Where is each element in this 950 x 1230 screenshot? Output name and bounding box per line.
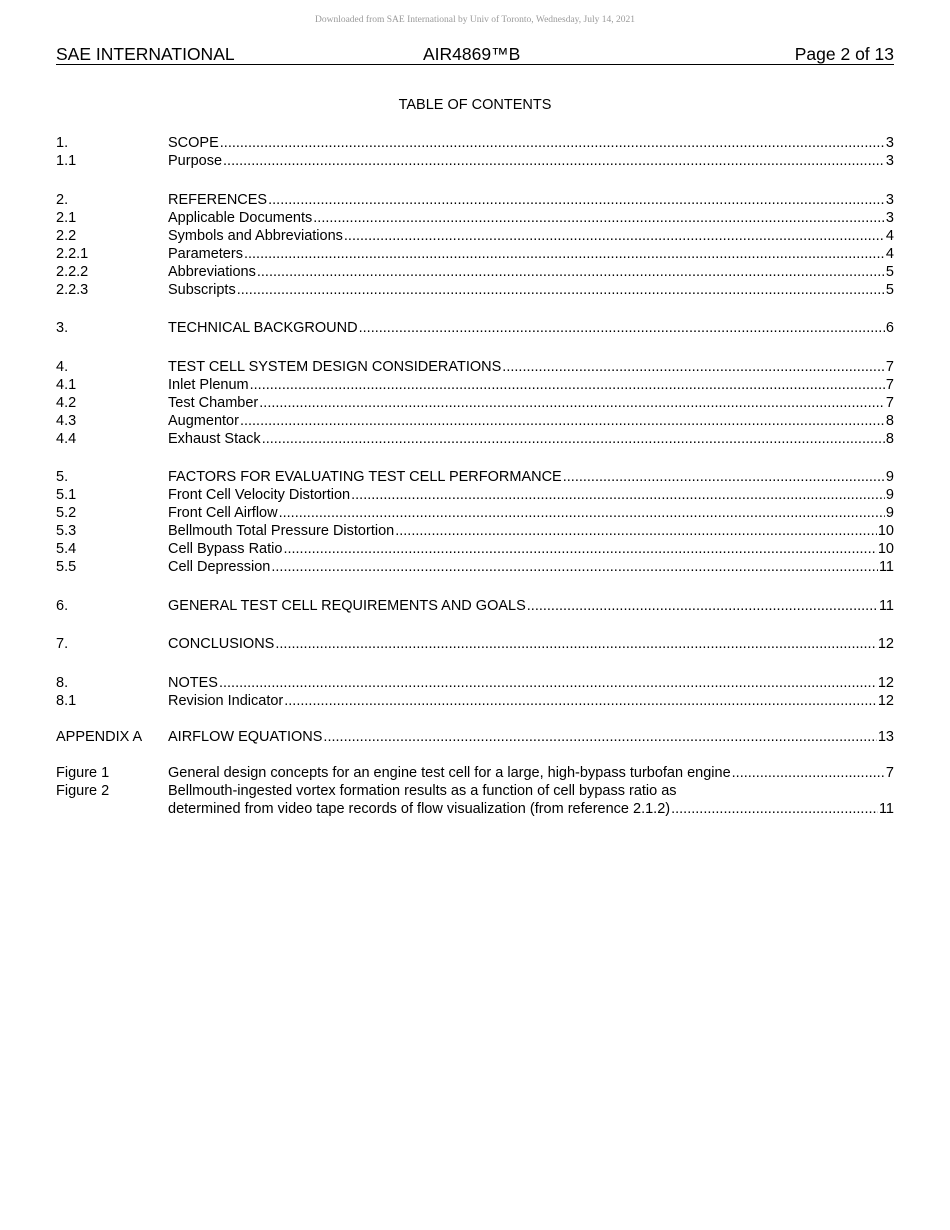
toc-entry[interactable]	[56, 430, 894, 448]
toc-entry-page: 4	[885, 246, 894, 262]
toc-group-spacer	[56, 337, 894, 358]
toc-dot-leader	[323, 728, 876, 746]
toc-dot-leader	[351, 486, 885, 504]
header-page-number: Page 2 of 13	[794, 44, 894, 64]
toc-dot-leader	[259, 394, 885, 412]
toc-entry[interactable]	[56, 319, 894, 337]
toc-entry[interactable]	[56, 394, 894, 412]
header-org: SAE INTERNATIONAL	[56, 44, 235, 64]
toc-entry-page: 12	[877, 675, 894, 691]
toc-entry-title: Cell Depression	[168, 559, 271, 575]
toc-group-spacer	[56, 746, 894, 764]
toc-entry[interactable]	[56, 522, 894, 540]
toc-entry-page: 8	[885, 431, 894, 447]
toc-entry-title: Inlet Plenum	[168, 377, 249, 393]
toc-entry[interactable]	[56, 263, 894, 281]
toc-entry-page: 5	[885, 282, 894, 298]
toc-entry-title: AIRFLOW EQUATIONS	[168, 729, 323, 745]
toc-entry[interactable]	[56, 486, 894, 504]
toc-entry-page: 3	[885, 135, 894, 151]
toc-entry[interactable]	[56, 635, 894, 653]
toc-dot-leader	[563, 468, 885, 486]
toc-entry-page: 3	[885, 192, 894, 208]
toc-entry-page: 13	[877, 729, 894, 745]
toc-dot-leader	[244, 245, 885, 263]
toc-entry-title: Test Chamber	[168, 395, 259, 411]
toc-group-spacer	[56, 615, 894, 635]
toc-entry[interactable]	[56, 468, 894, 486]
download-watermark: Downloaded from SAE International by Univ of Toronto, Wednesday, July 14, 2021	[314, 15, 636, 25]
toc-dot-leader	[271, 558, 878, 576]
toc-dot-leader	[284, 692, 877, 710]
toc-entry-title: Applicable Documents	[168, 210, 313, 226]
toc-entry-page: 3	[885, 210, 894, 226]
toc-entry-page: 7	[885, 377, 894, 393]
toc-entry-number: 4.2	[56, 395, 77, 411]
toc-entry-page: 3	[885, 153, 894, 169]
toc-group-spacer	[56, 299, 894, 319]
toc-entry-page: 4	[885, 228, 894, 244]
toc-group-spacer	[56, 448, 894, 468]
toc-entry[interactable]	[56, 412, 894, 430]
toc-entry-title: Exhaust Stack	[168, 431, 261, 447]
toc-entry-number: 8.1	[56, 693, 77, 709]
toc-entry-title: Subscripts	[168, 282, 236, 298]
toc-dot-leader	[275, 635, 877, 653]
toc-dot-leader	[502, 358, 885, 376]
toc-entry-page: 9	[885, 469, 894, 485]
toc-entry[interactable]	[56, 245, 894, 263]
toc-dot-leader	[395, 522, 877, 540]
toc-entry[interactable]	[56, 376, 894, 394]
toc-dot-leader	[223, 152, 885, 170]
toc-entry-number: APPENDIX A	[56, 729, 143, 745]
toc-entry-title: GENERAL TEST CELL REQUIREMENTS AND GOALS	[168, 598, 526, 614]
toc-dot-leader	[671, 800, 878, 818]
figure-entry-title: Bellmouth-ingested vortex formation results as a function of cell bypass ratio as	[168, 783, 677, 799]
toc-entry[interactable]	[56, 358, 894, 376]
figure-entry-page: 11	[878, 801, 894, 817]
toc-entry-title: Bellmouth Total Pressure Distortion	[168, 523, 395, 539]
toc-entry-number: 2.2.2	[56, 264, 89, 280]
toc-entry-title: TEST CELL SYSTEM DESIGN CONSIDERATIONS	[168, 359, 502, 375]
table-of-contents	[56, 134, 894, 818]
toc-entry[interactable]	[56, 692, 894, 710]
page-header	[56, 44, 894, 65]
figure-entry-number: Figure 1	[56, 765, 110, 781]
toc-entry-number: 2.2.1	[56, 246, 89, 262]
toc-entry-page: 9	[885, 505, 894, 521]
toc-dot-leader	[313, 209, 885, 227]
toc-entry-title: Abbreviations	[168, 264, 256, 280]
toc-entry[interactable]	[56, 504, 894, 522]
toc-entry[interactable]	[56, 134, 894, 152]
toc-entry-number: 2.2.3	[56, 282, 89, 298]
toc-dot-leader	[219, 674, 877, 692]
toc-dot-leader	[268, 191, 885, 209]
toc-dot-leader	[527, 597, 878, 615]
toc-group-spacer	[56, 170, 894, 191]
toc-entry-number: 2.	[56, 192, 69, 208]
toc-entry[interactable]	[56, 152, 894, 170]
toc-entry-number: 3.	[56, 320, 69, 336]
toc-entry-page: 8	[885, 413, 894, 429]
toc-entry-number: 4.	[56, 359, 69, 375]
toc-entry-page: 11	[878, 598, 894, 614]
toc-entry-number: 1.	[56, 135, 69, 151]
toc-entry-page: 12	[877, 693, 894, 709]
toc-entry[interactable]	[56, 597, 894, 615]
toc-entry-number: 8.	[56, 675, 69, 691]
toc-dot-leader	[279, 504, 885, 522]
figure-entry-page: 7	[885, 765, 894, 781]
toc-entry-number: 1.1	[56, 153, 77, 169]
toc-entry[interactable]	[56, 191, 894, 209]
toc-dot-leader	[257, 263, 885, 281]
toc-entry-page: 12	[877, 636, 894, 652]
toc-entry-page: 10	[877, 541, 894, 557]
figure-entry[interactable]	[56, 764, 894, 782]
toc-entry-number: 4.1	[56, 377, 77, 393]
toc-entry[interactable]	[56, 540, 894, 558]
toc-entry-title: REFERENCES	[168, 192, 268, 208]
toc-dot-leader	[262, 430, 885, 448]
toc-entry-page: 7	[885, 359, 894, 375]
toc-entry-page: 6	[885, 320, 894, 336]
toc-entry[interactable]	[56, 728, 894, 746]
toc-group-spacer	[56, 653, 894, 674]
toc-entry[interactable]	[56, 227, 894, 245]
toc-group-spacer	[56, 710, 894, 728]
toc-entry-page: 10	[877, 523, 894, 539]
toc-dot-leader	[240, 412, 885, 430]
toc-entry-title: Front Cell Velocity Distortion	[168, 487, 351, 503]
toc-entry[interactable]	[56, 209, 894, 227]
toc-dot-leader	[220, 134, 885, 152]
toc-entry-number: 4.3	[56, 413, 77, 429]
toc-dot-leader	[732, 764, 885, 782]
toc-entry[interactable]	[56, 558, 894, 576]
toc-entry-number: 6.	[56, 598, 69, 614]
toc-entry-title: NOTES	[168, 675, 218, 691]
toc-entry-page: 11	[878, 559, 894, 575]
toc-dot-leader	[359, 319, 885, 337]
figure-entry[interactable]	[56, 800, 894, 818]
toc-entry-number: 2.2	[56, 228, 77, 244]
toc-entry-page: 7	[885, 395, 894, 411]
toc-entry-title: TECHNICAL BACKGROUND	[168, 320, 358, 336]
toc-dot-leader	[283, 540, 876, 558]
toc-dot-leader	[237, 281, 885, 299]
toc-entry-page: 9	[885, 487, 894, 503]
toc-dot-leader	[250, 376, 885, 394]
toc-entry-title: FACTORS FOR EVALUATING TEST CELL PERFORMANCE	[168, 469, 562, 485]
toc-group-spacer	[56, 576, 894, 597]
toc-entry[interactable]	[56, 281, 894, 299]
figure-entry-title-cont: determined from video tape records of flow visualization (from reference 2.1.2)	[168, 801, 671, 817]
toc-entry-title: Symbols and Abbreviations	[168, 228, 343, 244]
toc-entry-page: 5	[885, 264, 894, 280]
toc-entry-number: 5.2	[56, 505, 77, 521]
toc-dot-leader	[344, 227, 885, 245]
toc-entry-title: SCOPE	[168, 135, 219, 151]
toc-entry-number: 5.3	[56, 523, 77, 539]
toc-entry-title: Front Cell Airflow	[168, 505, 278, 521]
toc-entry-title: Parameters	[168, 246, 243, 262]
toc-entry[interactable]	[56, 674, 894, 692]
toc-entry-number: 5.	[56, 469, 69, 485]
figure-entry-number: Figure 2	[56, 783, 110, 799]
toc-title: TABLE OF CONTENTS	[398, 97, 552, 113]
header-doc-id: AIR4869™B	[423, 44, 521, 64]
toc-entry-title: Cell Bypass Ratio	[168, 541, 283, 557]
toc-entry-title: Purpose	[168, 153, 223, 169]
toc-entry-number: 4.4	[56, 431, 77, 447]
figure-entry-line	[56, 782, 894, 800]
toc-entry-number: 5.1	[56, 487, 77, 503]
toc-entry-number: 7.	[56, 636, 69, 652]
toc-entry-number: 5.5	[56, 559, 77, 575]
toc-entry-number: 5.4	[56, 541, 77, 557]
toc-entry-title: Augmentor	[168, 413, 239, 429]
figure-entry-title: General design concepts for an engine test cell for a large, high-bypass turbofan engine	[168, 765, 731, 781]
toc-entry-number: 2.1	[56, 210, 77, 226]
toc-entry-title: Revision Indicator	[168, 693, 284, 709]
toc-entry-title: CONCLUSIONS	[168, 636, 275, 652]
